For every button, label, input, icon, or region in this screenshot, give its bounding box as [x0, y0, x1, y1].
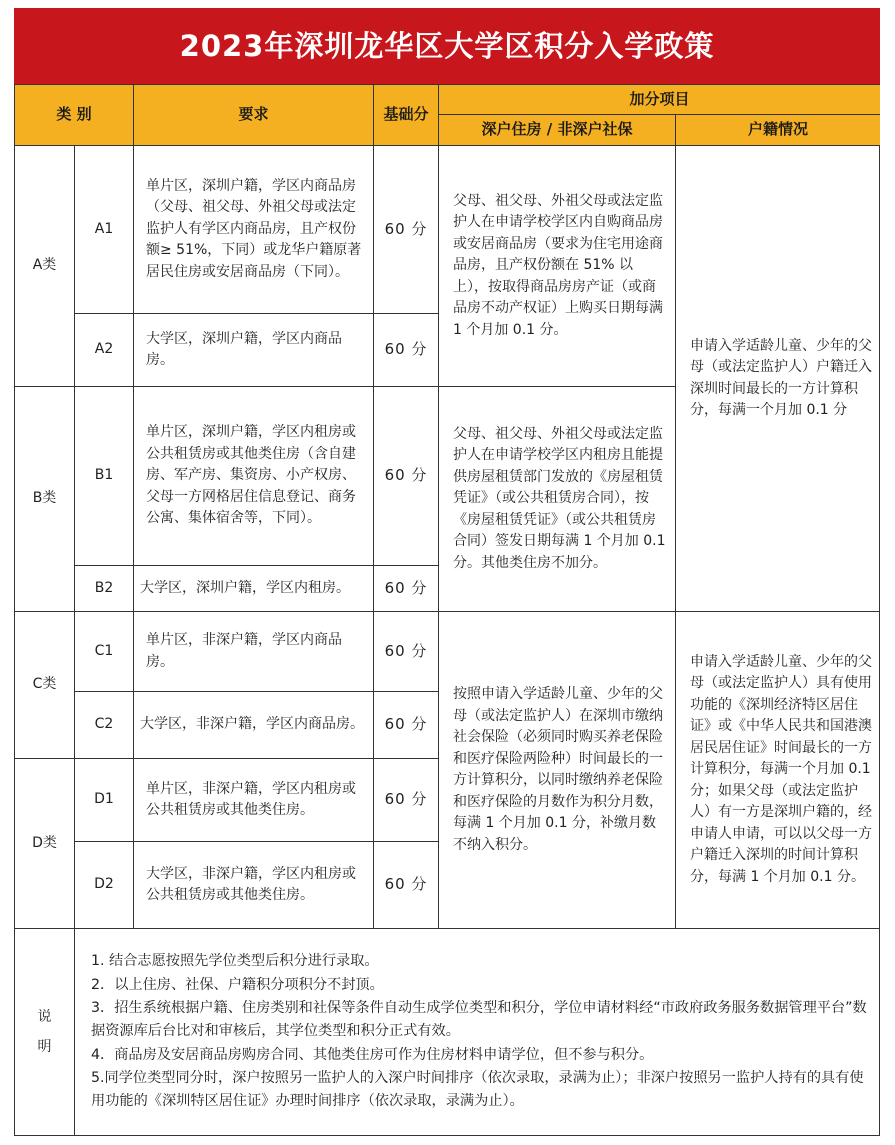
row-score-a1: 60 分 [373, 145, 438, 313]
notes-label-char-2: 明 [37, 1039, 52, 1055]
row-code-d1: D1 [74, 758, 133, 841]
header-housing-social: 深户住房 / 非深户社保 [438, 114, 675, 145]
row-requirement-a2: 大学区，深圳户籍，学区内商品房。 [133, 313, 373, 386]
row-score-d2: 60 分 [373, 841, 438, 928]
row-score-b1: 60 分 [373, 386, 438, 565]
row-score-b2: 60 分 [373, 565, 438, 611]
bonus-b-housing: 父母、祖父母、外祖父母或法定监护人在申请学校学区内租房且能提供房屋租赁部门发放的《房屋租赁凭证》（或公共租赁房合同），按《房屋租赁凭证》（或公共租赁房合同）签发日期每满 1 个月加 0.1分。其他类住房不加分。 [438, 386, 675, 611]
row-requirement-d2: 大学区，非深户籍，学区内租房或公共租赁房或其他类住房。 [133, 841, 373, 928]
row-code-a1: A1 [74, 145, 133, 313]
notes-content [74, 928, 880, 1135]
group-a-label: A类 [14, 145, 74, 386]
bonus-a-housing: 父母、祖父母、外祖父母或法定监护人在申请学校学区内自购商品房或安居商品房（要求为住宅用途商品房，且产权份额在 51% 以上），按取得商品房房产证（或商品房不动产权证）上购买日期每满 1 个月加 0.1 分。 [438, 145, 675, 386]
group-d-label: D类 [14, 758, 74, 928]
row-code-c1: C1 [74, 611, 133, 691]
bonus-ab-hukou: 申请入学适龄儿童、少年的父母（或法定监护人）户籍迁入深圳时间最长的一方计算积分，每满一个月加 0.1 分 [675, 145, 880, 611]
row-requirement-c1: 单片区，非深户籍，学区内商品房。 [133, 611, 373, 691]
policy-table [14, 84, 880, 1136]
note-item: 1. 结合志愿按照先学位类型后积分进行录取。 [91, 953, 379, 970]
row-requirement-d1: 单片区，非深户籍，学区内租房或公共租赁房或其他类住房。 [133, 758, 373, 841]
page-title: 2023年深圳龙华区大学区积分入学政策 [14, 8, 880, 84]
note-item: 2．以上住房、社保、户籍积分项积分不封顶。 [91, 976, 384, 993]
group-c-label: C类 [14, 611, 74, 758]
bonus-cd-hukou: 申请入学适龄儿童、少年的父母（或法定监护人）具有使用功能的《深圳经济特区居住证》或《中华人民共和国港澳居民居住证》时间最长的一方计算积分，每满一个月加 0.1 分；如果父母（或法定监护人）有一方是深圳户籍的，经申请人申请，可以以父母一方户籍迁入深圳的时间计算积分，每满 1 个月加 0.1 分。 [675, 611, 880, 928]
row-code-b2: B2 [74, 565, 133, 611]
row-score-a2: 60 分 [373, 313, 438, 386]
header-base-score: 基础分 [373, 84, 438, 145]
header-bonus-items: 加分项目 [438, 84, 880, 114]
header-requirement: 要求 [133, 84, 373, 145]
bonus-cd-social: 按照申请入学适龄儿童、少年的父母（或法定监护人）在深圳市缴纳社会保险（必须同时购买养老保险和医疗保险两险种）时间最长的一方计算积分，以同时缴纳养老保险和医疗保险的月数作为积分月数，每满 1 个月加 0.1 分，补缴月数不纳入积分。 [438, 611, 675, 928]
row-code-d2: D2 [74, 841, 133, 928]
notes-list [91, 950, 868, 1113]
note-item: 4．商品房及安居商品房购房合同、其他类住房可作为住房材料申请学位，但不参与积分。 [91, 1046, 654, 1063]
header-category: 类 别 [14, 84, 133, 145]
header-hukou: 户籍情况 [675, 114, 880, 145]
row-requirement-c2: 大学区，非深户籍，学区内商品房。 [133, 691, 373, 758]
group-b-label: B类 [14, 386, 74, 611]
row-code-a2: A2 [74, 313, 133, 386]
row-score-c1: 60 分 [373, 611, 438, 691]
row-code-b1: B1 [74, 386, 133, 565]
notes-label-char-1: 说 [37, 1009, 52, 1025]
note-item: 3．招生系统根据户籍、住房类别和社保等条件自动生成学位类型和积分，学位申请材料经“市政府政务服务数据管理平台”数据资源库后台比对和审核后，其学位类型和积分正式有效。 [91, 1000, 867, 1040]
notes-label [14, 928, 74, 1135]
row-code-c2: C2 [74, 691, 133, 758]
row-requirement-a1: 单片区，深圳户籍，学区内商品房（父母、祖父母、外祖父母或法定监护人有学区内商品房，且产权份额≥ 51%，下同）或龙华户籍原著居民住房或安居商品房（下同）。 [133, 145, 373, 313]
row-requirement-b1: 单片区，深圳户籍，学区内租房或公共租赁房或其他类住房（含自建房、军产房、集资房、小产权房、父母一方网格居住信息登记、商务公寓、集体宿舍等，下同）。 [133, 386, 373, 565]
row-requirement-b2: 大学区，深圳户籍，学区内租房。 [133, 565, 373, 611]
row-score-d1: 60 分 [373, 758, 438, 841]
note-item: 5.同学位类型同分时，深户按照另一监护人的入深户时间排序（依次录取，录满为止）；非深户按照另一监护人持有的具有使用功能的《深圳特区居住证》办理时间排序（依次录取，录满为止）。 [91, 1069, 864, 1110]
row-score-c2: 60 分 [373, 691, 438, 758]
